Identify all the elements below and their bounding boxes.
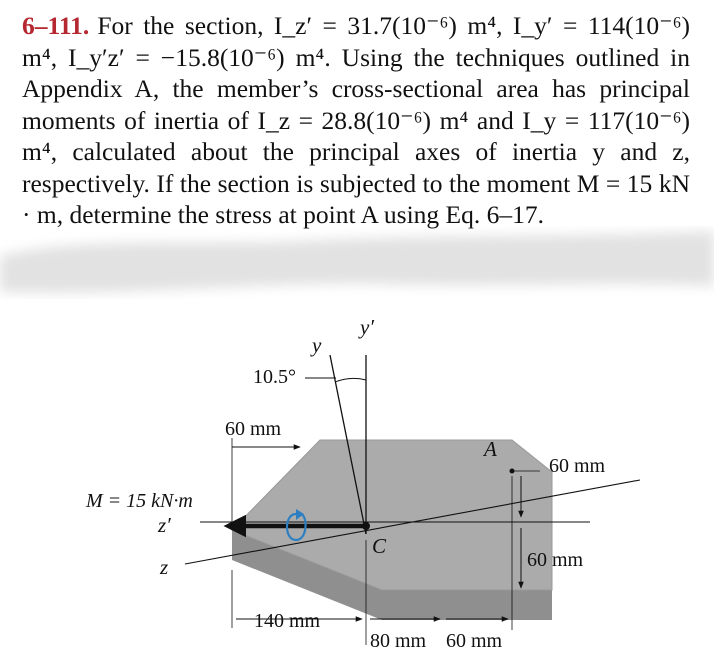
beam-cross-section-figure <box>0 300 714 665</box>
problem-text: For the section, I_z′ = 31.7(10⁻⁶) m⁴, I_y′ = 114(10⁻⁶) m⁴, I_y′z′ = −15.8(10⁻⁶) m⁴. Using the techniques outlined in Appendix A, the member’s cross-sectional area has principal moments of inertia of I_z = 28.8(10⁻⁶) m⁴ and I_y = 117(10⁻⁶) m⁴, calculated about the principal axes of inertia y and z, respectively. If the section is subjected to the moment M = 15 kN · m, determine the stress at point A using Eq. 6–17. <box>22 11 690 229</box>
point-a-label: A <box>484 437 497 461</box>
dim-60-right-bottom-label: 60 mm <box>527 549 584 571</box>
axis-y-label: y <box>312 333 322 357</box>
point-c-label: C <box>372 534 387 558</box>
gray-smear <box>0 226 714 306</box>
axis-z-label: z <box>160 555 169 579</box>
angle-arc <box>335 378 366 382</box>
dim-60-bottom-label: 60 mm <box>446 630 503 652</box>
problem-statement <box>22 10 690 231</box>
axis-y-prime-label: y′ <box>360 315 374 339</box>
angle-label: 10.5° <box>253 366 296 388</box>
dim-60-top-label: 60 mm <box>225 418 282 440</box>
dim-80-label: 80 mm <box>370 630 427 652</box>
centroid-point <box>362 522 370 530</box>
problem-number: 6–111. <box>22 11 90 40</box>
axis-z-prime-label: z′ <box>158 513 171 537</box>
dim-60-right-top-label: 60 mm <box>549 455 606 477</box>
dim-140-label: 140 mm <box>254 610 321 632</box>
moment-label: M = 15 kN·m <box>86 490 193 512</box>
